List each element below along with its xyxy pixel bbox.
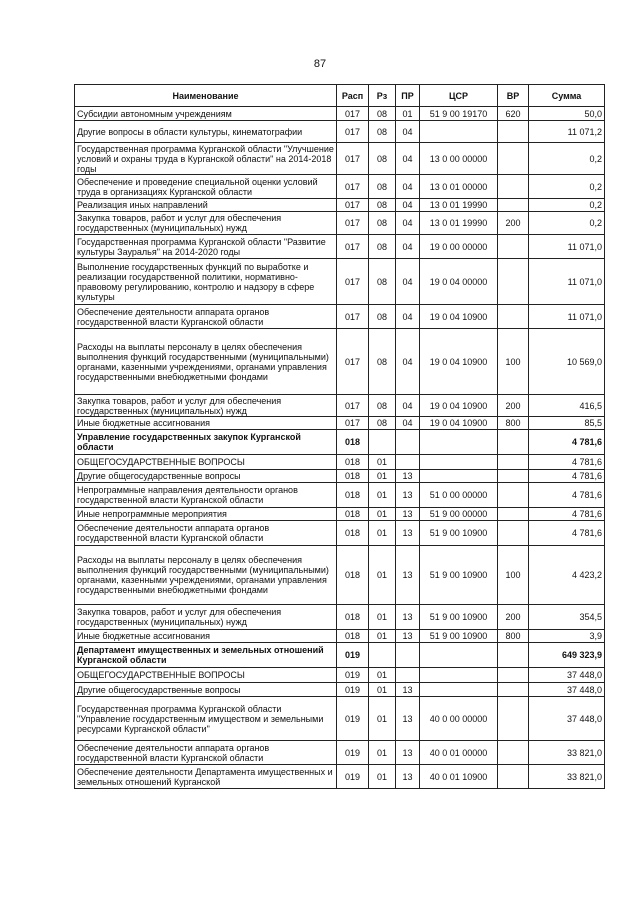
table-row (75, 430, 605, 455)
row-rz-cell: 01 (369, 546, 396, 605)
row-csr-cell: 19 0 04 10900 (420, 395, 498, 417)
budget-table (74, 84, 605, 789)
row-csr-cell: 19 0 04 10900 (420, 417, 498, 430)
table-row (75, 199, 605, 212)
row-sum-cell: 11 071,2 (529, 121, 605, 143)
row-rasp-cell: 017 (337, 329, 369, 395)
row-csr-cell (420, 643, 498, 668)
row-rz-cell: 01 (369, 697, 396, 741)
row-csr-cell (420, 668, 498, 683)
row-rasp-cell: 017 (337, 175, 369, 199)
row-csr-cell: 40 0 01 00000 (420, 741, 498, 765)
row-vr-cell (498, 235, 529, 259)
row-name-cell: Расходы на выплаты персоналу в целях обеспечения выполнения функций государственными (муниципальными) органами, казенными учреждениями, органами управления государственными внебюджетными фондами (75, 329, 337, 395)
row-sum-cell: 4 781,6 (529, 470, 605, 483)
row-pr-cell (396, 430, 420, 455)
table-row (75, 417, 605, 430)
row-rz-cell: 08 (369, 259, 396, 305)
table-row (75, 121, 605, 143)
row-pr-cell: 04 (396, 395, 420, 417)
table-row (75, 212, 605, 235)
row-sum-cell: 37 448,0 (529, 683, 605, 697)
row-vr-cell: 100 (498, 329, 529, 395)
row-sum-cell: 85,5 (529, 417, 605, 430)
row-rz-cell (369, 643, 396, 668)
row-sum-cell: 0,2 (529, 199, 605, 212)
row-vr-cell: 100 (498, 546, 529, 605)
row-name-cell: Закупка товаров, работ и услуг для обеспечения государственных (муниципальных) нужд (75, 212, 337, 235)
row-name-cell: Государственная программа Курганской области "Улучшение условий и охраны труда в Курганской области" на 2014-2018 годы (75, 143, 337, 175)
row-rasp-cell: 017 (337, 107, 369, 121)
row-csr-cell (420, 430, 498, 455)
table-row (75, 259, 605, 305)
row-csr-cell: 13 0 01 00000 (420, 175, 498, 199)
row-csr-cell (420, 455, 498, 470)
row-pr-cell: 13 (396, 546, 420, 605)
row-vr-cell: 200 (498, 212, 529, 235)
row-pr-cell: 13 (396, 741, 420, 765)
row-rz-cell: 08 (369, 143, 396, 175)
row-vr-cell (498, 175, 529, 199)
row-sum-cell: 649 323,9 (529, 643, 605, 668)
row-name-cell: Департамент имущественных и земельных отношений Курганской области (75, 643, 337, 668)
table-row (75, 175, 605, 199)
row-pr-cell (396, 643, 420, 668)
row-csr-cell: 13 0 00 00000 (420, 143, 498, 175)
row-pr-cell: 13 (396, 508, 420, 521)
row-sum-cell: 0,2 (529, 143, 605, 175)
header-vr: ВР (498, 85, 529, 107)
row-pr-cell: 13 (396, 470, 420, 483)
row-rasp-cell: 019 (337, 643, 369, 668)
row-pr-cell: 13 (396, 605, 420, 630)
row-pr-cell: 04 (396, 212, 420, 235)
row-sum-cell: 3,9 (529, 630, 605, 643)
row-rz-cell: 01 (369, 741, 396, 765)
row-name-cell: Другие общегосударственные вопросы (75, 683, 337, 697)
row-name-cell: Реализация иных направлений (75, 199, 337, 212)
row-rasp-cell: 018 (337, 508, 369, 521)
row-pr-cell: 04 (396, 305, 420, 329)
table-row (75, 697, 605, 741)
row-vr-cell (498, 765, 529, 789)
row-rasp-cell: 019 (337, 697, 369, 741)
row-vr-cell (498, 683, 529, 697)
row-rz-cell: 08 (369, 175, 396, 199)
row-csr-cell: 19 0 04 10900 (420, 329, 498, 395)
row-name-cell: Обеспечение деятельности аппарата органов государственной власти Курганской области (75, 741, 337, 765)
row-sum-cell: 37 448,0 (529, 668, 605, 683)
row-rasp-cell: 018 (337, 430, 369, 455)
table-row (75, 508, 605, 521)
row-rz-cell: 08 (369, 107, 396, 121)
row-csr-cell: 19 0 04 00000 (420, 259, 498, 305)
row-pr-cell: 04 (396, 199, 420, 212)
row-rz-cell: 08 (369, 395, 396, 417)
row-vr-cell (498, 521, 529, 546)
row-vr-cell: 200 (498, 395, 529, 417)
row-name-cell: Выполнение государственных функций по выработке и реализации государственной политики, нормативно-правовому регулированию, контролю и надзору в сфере культуры (75, 259, 337, 305)
row-rz-cell: 01 (369, 630, 396, 643)
row-rz-cell: 01 (369, 455, 396, 470)
row-vr-cell (498, 697, 529, 741)
row-csr-cell: 51 9 00 10900 (420, 546, 498, 605)
row-rasp-cell: 018 (337, 546, 369, 605)
table-row (75, 107, 605, 121)
row-csr-cell: 51 9 00 10900 (420, 630, 498, 643)
row-csr-cell: 51 9 00 10900 (420, 605, 498, 630)
header-pr: ПР (396, 85, 420, 107)
row-pr-cell (396, 668, 420, 683)
row-pr-cell (396, 455, 420, 470)
table-row (75, 235, 605, 259)
row-pr-cell: 04 (396, 143, 420, 175)
header-sum: Сумма (529, 85, 605, 107)
table-header-row (75, 85, 605, 107)
table-body (75, 107, 605, 789)
row-vr-cell (498, 643, 529, 668)
row-rz-cell (369, 430, 396, 455)
table-row (75, 683, 605, 697)
row-vr-cell (498, 199, 529, 212)
table-row (75, 143, 605, 175)
row-rz-cell: 01 (369, 683, 396, 697)
row-rz-cell: 01 (369, 483, 396, 508)
row-rasp-cell: 017 (337, 199, 369, 212)
row-vr-cell (498, 668, 529, 683)
row-rz-cell: 08 (369, 305, 396, 329)
row-csr-cell: 51 9 00 00000 (420, 508, 498, 521)
row-rz-cell: 08 (369, 121, 396, 143)
row-sum-cell: 4 781,6 (529, 430, 605, 455)
row-rasp-cell: 018 (337, 605, 369, 630)
row-sum-cell: 37 448,0 (529, 697, 605, 741)
row-vr-cell: 800 (498, 417, 529, 430)
row-rasp-cell: 017 (337, 259, 369, 305)
row-rasp-cell: 019 (337, 683, 369, 697)
row-csr-cell: 51 9 00 10900 (420, 521, 498, 546)
row-pr-cell: 01 (396, 107, 420, 121)
row-name-cell: Иные бюджетные ассигнования (75, 630, 337, 643)
row-vr-cell (498, 430, 529, 455)
row-csr-cell (420, 683, 498, 697)
row-sum-cell: 416,5 (529, 395, 605, 417)
row-sum-cell: 0,2 (529, 212, 605, 235)
row-name-cell: Другие вопросы в области культуры, кинематографии (75, 121, 337, 143)
row-csr-cell (420, 470, 498, 483)
row-rz-cell: 01 (369, 605, 396, 630)
row-vr-cell (498, 143, 529, 175)
row-pr-cell: 13 (396, 765, 420, 789)
row-csr-cell: 13 0 01 19990 (420, 212, 498, 235)
row-rz-cell: 01 (369, 508, 396, 521)
table-row (75, 455, 605, 470)
row-name-cell: Обеспечение деятельности аппарата органов государственной власти Курганской области (75, 521, 337, 546)
row-rasp-cell: 017 (337, 417, 369, 430)
row-pr-cell: 13 (396, 483, 420, 508)
row-vr-cell: 800 (498, 630, 529, 643)
row-sum-cell: 0,2 (529, 175, 605, 199)
row-rz-cell: 01 (369, 521, 396, 546)
row-name-cell: Обеспечение и проведение специальной оценки условий труда в организациях Курганской области (75, 175, 337, 199)
row-sum-cell: 11 071,0 (529, 235, 605, 259)
row-vr-cell (498, 508, 529, 521)
row-pr-cell: 04 (396, 235, 420, 259)
row-name-cell: Иные бюджетные ассигнования (75, 417, 337, 430)
page-number: 87 (313, 58, 327, 70)
row-rasp-cell: 017 (337, 395, 369, 417)
row-pr-cell: 04 (396, 259, 420, 305)
row-rz-cell: 01 (369, 765, 396, 789)
row-name-cell: Закупка товаров, работ и услуг для обеспечения государственных (муниципальных) нужд (75, 605, 337, 630)
row-name-cell: Закупка товаров, работ и услуг для обеспечения государственных (муниципальных) нужд (75, 395, 337, 417)
header-csr: ЦСР (420, 85, 498, 107)
row-rasp-cell: 018 (337, 470, 369, 483)
row-rasp-cell: 019 (337, 765, 369, 789)
row-name-cell: Государственная программа Курганской области "Развитие культуры Зауралья" на 2014-2020 годы (75, 235, 337, 259)
row-vr-cell: 200 (498, 605, 529, 630)
row-rasp-cell: 017 (337, 121, 369, 143)
table-row (75, 395, 605, 417)
row-sum-cell: 11 071,0 (529, 259, 605, 305)
table-row (75, 765, 605, 789)
row-sum-cell: 4 781,6 (529, 455, 605, 470)
row-rz-cell: 08 (369, 199, 396, 212)
row-name-cell: Непрограммные направления деятельности органов государственной власти Курганской области (75, 483, 337, 508)
row-rasp-cell: 019 (337, 668, 369, 683)
row-rasp-cell: 018 (337, 630, 369, 643)
row-rasp-cell: 018 (337, 521, 369, 546)
row-name-cell: Расходы на выплаты персоналу в целях обеспечения выполнения функций государственными (муниципальными) органами, казенными учреждениями, органами управления государственными внебюджетными фондами (75, 546, 337, 605)
header-name: Наименование (75, 85, 337, 107)
row-vr-cell: 620 (498, 107, 529, 121)
row-rz-cell: 08 (369, 235, 396, 259)
table-row (75, 605, 605, 630)
row-csr-cell: 51 9 00 19170 (420, 107, 498, 121)
header-rasp: Расп (337, 85, 369, 107)
row-vr-cell (498, 259, 529, 305)
row-rasp-cell: 017 (337, 305, 369, 329)
row-sum-cell: 10 569,0 (529, 329, 605, 395)
row-pr-cell: 04 (396, 417, 420, 430)
row-sum-cell: 354,5 (529, 605, 605, 630)
row-vr-cell (498, 121, 529, 143)
row-vr-cell (498, 305, 529, 329)
row-csr-cell: 40 0 00 00000 (420, 697, 498, 741)
row-vr-cell (498, 483, 529, 508)
table-row (75, 741, 605, 765)
row-pr-cell: 04 (396, 329, 420, 395)
row-sum-cell: 4 781,6 (529, 508, 605, 521)
row-pr-cell: 04 (396, 121, 420, 143)
row-name-cell: Государственная программа Курганской области "Управление государственным имуществом и земельными ресурсами Курганской области" (75, 697, 337, 741)
row-rasp-cell: 017 (337, 212, 369, 235)
row-sum-cell: 11 071,0 (529, 305, 605, 329)
row-sum-cell: 4 423,2 (529, 546, 605, 605)
row-csr-cell: 13 0 01 19990 (420, 199, 498, 212)
table-row (75, 546, 605, 605)
row-name-cell: Управление государственных закупок Курганской области (75, 430, 337, 455)
table-row (75, 630, 605, 643)
row-pr-cell: 13 (396, 521, 420, 546)
row-sum-cell: 50,0 (529, 107, 605, 121)
row-pr-cell: 13 (396, 683, 420, 697)
table-row (75, 305, 605, 329)
row-name-cell: Другие общегосударственные вопросы (75, 470, 337, 483)
table-row (75, 643, 605, 668)
row-name-cell: Обеспечение деятельности аппарата органов государственной власти Курганской области (75, 305, 337, 329)
header-rz: Рз (369, 85, 396, 107)
row-name-cell: Обеспечение деятельности Департамента имущественных и земельных отношений Курганской (75, 765, 337, 789)
row-rz-cell: 08 (369, 329, 396, 395)
row-name-cell: Субсидии автономным учреждениям (75, 107, 337, 121)
row-rz-cell: 08 (369, 417, 396, 430)
row-pr-cell: 04 (396, 175, 420, 199)
table-row (75, 521, 605, 546)
row-pr-cell: 13 (396, 630, 420, 643)
row-rasp-cell: 017 (337, 235, 369, 259)
table-row (75, 483, 605, 508)
table-row (75, 668, 605, 683)
row-rasp-cell: 018 (337, 483, 369, 508)
row-csr-cell: 40 0 01 10900 (420, 765, 498, 789)
row-vr-cell (498, 741, 529, 765)
row-name-cell: ОБЩЕГОСУДАРСТВЕННЫЕ ВОПРОСЫ (75, 455, 337, 470)
row-vr-cell (498, 470, 529, 483)
row-csr-cell: 19 0 04 10900 (420, 305, 498, 329)
row-sum-cell: 4 781,6 (529, 521, 605, 546)
table-row (75, 329, 605, 395)
row-sum-cell: 33 821,0 (529, 765, 605, 789)
row-rasp-cell: 017 (337, 143, 369, 175)
row-vr-cell (498, 455, 529, 470)
table-row (75, 470, 605, 483)
row-name-cell: ОБЩЕГОСУДАРСТВЕННЫЕ ВОПРОСЫ (75, 668, 337, 683)
row-sum-cell: 4 781,6 (529, 483, 605, 508)
row-csr-cell: 19 0 00 00000 (420, 235, 498, 259)
row-csr-cell: 51 0 00 00000 (420, 483, 498, 508)
row-rz-cell: 08 (369, 212, 396, 235)
row-csr-cell (420, 121, 498, 143)
row-pr-cell: 13 (396, 697, 420, 741)
row-rasp-cell: 018 (337, 455, 369, 470)
row-rasp-cell: 019 (337, 741, 369, 765)
row-rz-cell: 01 (369, 470, 396, 483)
row-name-cell: Иные непрограммные мероприятия (75, 508, 337, 521)
row-sum-cell: 33 821,0 (529, 741, 605, 765)
row-rz-cell: 01 (369, 668, 396, 683)
